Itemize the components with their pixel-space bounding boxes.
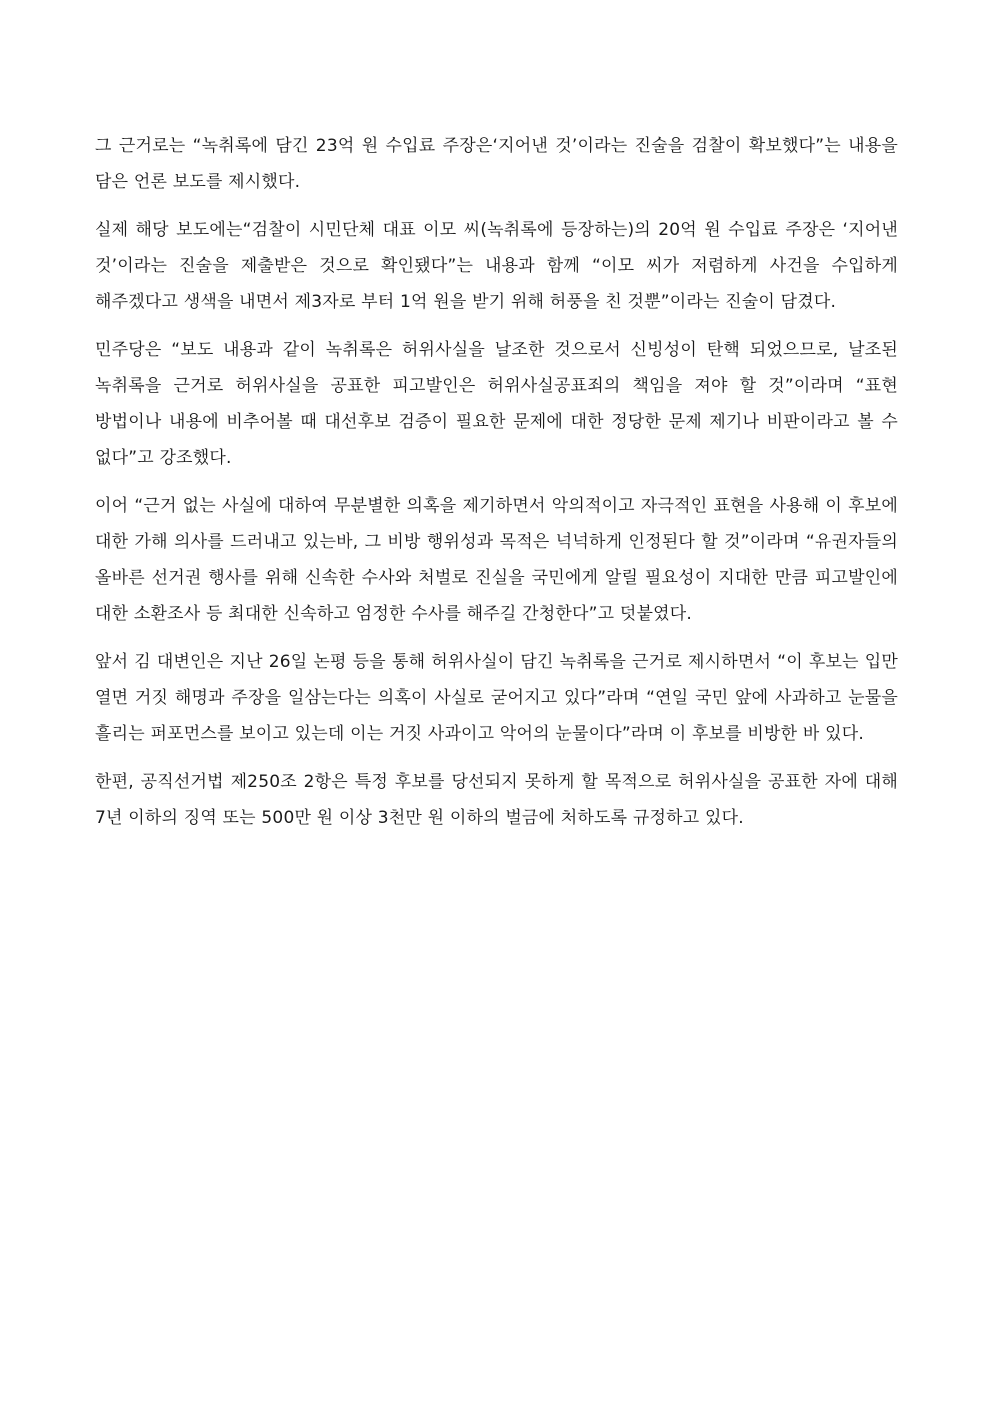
paragraph-party-statement: 민주당은 “보도 내용과 같이 녹취록은 허위사실을 날조한 것으로서 신빙성이 탄핵 되었으므로, 날조된 녹취록을 근거로 허위사실을 공표한 피고발인은 허위사실공표죄의 책임을 져야 할 것”이라며 “표현 방법이나 내용에 비추어볼 때 대선후보 검증이 필요한 문제에 대한 정당한 문제 제기나 비판이라고 볼 수 없다”고 강조했다. <box>95 340 898 468</box>
paragraph-report-content: 실제 해당 보도에는“검찰이 시민단체 대표 이모 씨(녹취록에 등장하는)의 20억 원 수입료 주장은 ‘지어낸 것’이라는 진술을 제출받은 것으로 확인됐다”는 내용과 함께 “이모 씨가 저렴하게 사건을 수입하게 해주겠다고 생색을 내면서 제3자로 부터 1억 원을 받기 위해 허풍을 친 것뿐”이라는 진술이 담겼다. <box>95 220 898 312</box>
paragraph-spokesperson-remarks: 앞서 김 대변인은 지난 26일 논평 등을 통해 허위사실이 담긴 녹취록을 근거로 제시하면서 “이 후보는 입만 열면 거짓 해명과 주장을 일삼는다는 의혹이 사실로 굳어지고 있다”라며 “연일 국민 앞에 사과하고 눈물을 흘리는 퍼포먼스를 보이고 있는데 이는 거짓 사과이고 악어의 눈물이다”라며 이 후보를 비방한 바 있다. <box>95 652 898 744</box>
paragraph-request-investigation: 이어 “근거 없는 사실에 대하여 무분별한 의혹을 제기하면서 악의적이고 자극적인 표현을 사용해 이 후보에 대한 가해 의사를 드러내고 있는바, 그 비방 행위성과 목적은 넉넉하게 인정된다 할 것”이라며 “유권자들의 올바른 선거권 행사를 위해 신속한 수사와 처벌로 진실을 국민에게 알릴 필요성이 지대한 만큼 피고발인에 대한 소환조사 등 최대한 신속하고 엄정한 수사를 해주길 간청한다”고 덧붙였다. <box>95 496 898 624</box>
paragraph-evidence: 그 근거로는 “녹취록에 담긴 23억 원 수입료 주장은‘지어낸 것’이라는 진술을 검찰이 확보했다”는 내용을 담은 언론 보도를 제시했다. <box>95 136 898 192</box>
document-page <box>95 128 898 848</box>
paragraph-election-law: 한편, 공직선거법 제250조 2항은 특정 후보를 당선되지 못하게 할 목적으로 허위사실을 공표한 자에 대해 7년 이하의 징역 또는 500만 원 이상 3천만 원 이하의 벌금에 처하도록 규정하고 있다. <box>95 772 898 828</box>
